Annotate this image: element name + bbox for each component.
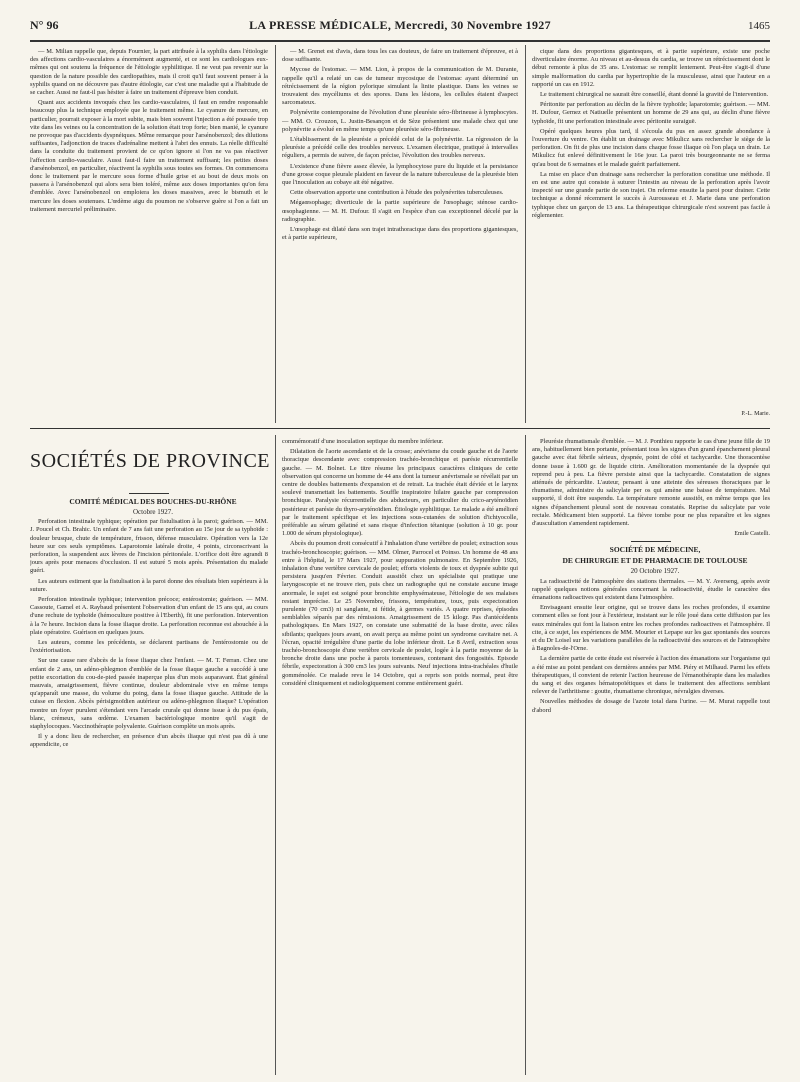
column-divider — [275, 45, 276, 423]
society-title: SOCIÉTÉ DE MÉDECINE, — [609, 545, 701, 555]
top-signature-block — [532, 410, 770, 422]
paragraph: La dernière partie de cette étude est réservée à l'action des émanations sur l'organisme qui a été mise au point pendant ces dernières années par MM. Piéry et Milhaud. Parmi les effets thérapeutiques, il convient de retenir l'action heureuse de l'émanothérapie dans les maladies du sang et des organes hématopoïétiques et dans le traitement des affections semblant relever de l'arthritisme : goutte, rhumatisme chronique, névralgies diverses. — [532, 655, 770, 696]
paragraph: Les auteurs, comme les précédents, se déclarent partisans de l'entérostomie ou de l'extériorisation. — [30, 639, 268, 655]
rule — [129, 493, 169, 494]
paragraph: Nouvelles méthodes de dosage de l'azote total dans l'urine. — M. Murat rappelle tout d'abord — [532, 698, 770, 714]
page-number: 1465 — [747, 20, 770, 32]
paragraph: Péritonite par perforation au déclin de la fièvre typhoïde; laparotomie; guérison. — MM. H. Dufour, Gernez et Natiuelle présentent un homme de 29 ans qui, au déclin d'une fièvre typhoïde, fit une perforation intestinale avec péritonite suraiguë. — [532, 101, 770, 125]
top-column-1 — [30, 48, 268, 408]
society-subtitle: DE CHIRURGIE ET DE PHARMACIE DE TOULOUSE — [562, 556, 748, 566]
paragraph: Perforation intestinale typhique; intervention précoce; entérostomie; guérison. — MM. Cassoute, Gamel et A. Raybaud présentent l'observation d'un enfant de 15 ans qui, au cours d'une rechute de typhoïde (hémoculture positive à l'Eberth), fit une perforation. Intervention à la 7e heure. Incision dans la fosse iliaque droite. La perforation reconnue est abouchée à la plaie opératoire. Guérison en quelques jours. — [30, 596, 268, 636]
top-column-2 — [282, 48, 518, 420]
section-divider — [30, 428, 770, 429]
paragraph: Pleurésie rhumatismale d'emblée. — M. J. Ponthieu rapporte le cas d'une jeune fille de 19 ans, habituellement bien portante, présentant tous les signes d'un grand épanchement pleural gauche avec état fébrile sérieux, dyspnée, point de côté et tachycardie. Une thoracentèse donne issue à 1.600 gr. de liquide citrin. Amélioration momentanée de la dyspnée qui reprend peu à peu. La fièvre persiste ainsi que la tachycardie. Constatation de signes atténués de péricardite. L'auteur, pensant à une atteinte des séreuses thoraciques par le rhumatisme, administre du salicylate per os qui amène une baisse de température. Mal supporté, il doit être suspendu. La température remonte aussitôt, en même temps que les signes d'épanchement pleural sont de nouveau constatés. Reprise du salicylate par voie rectale. Médicament bien supporté. La fièvre tombe pour ne plus reparaître et les signes d'auscultation s'amendent rapidement. — [532, 438, 770, 528]
society-title: COMITÉ MÉDICAL DES BOUCHES-DU-RHÔNE — [69, 497, 237, 506]
paragraph: Envisageant ensuite leur origine, qui se trouve dans les roches profondes, il examine comment elles se font jour à l'extérieur, insistant sur le rôle joué dans cette diffusion par les eaux minérales qui font la liaison entre les roches profondes radioactives et l'atmosphère. Il cite, à ce sujet, les expériences de MM. Mourier et Lepape sur les gaz spontanés des sources et du Dr Loisel sur les variations parallèles de la radioactivité des sources et de l'atmosphère à Bagnoles-de-l'Orne. — [532, 604, 770, 653]
paragraph: Sur une cause rare d'abcès de la fosse iliaque chez l'enfant. — M. T. Ferran. Chez une enfant de 2 ans, un adéno-phlegmon d'emblée de la fosse iliaque gauche a succédé à une petite excoriation du cou-de-pied passée inaperçue plus d'un mois auparavant. État général mauvais, amaigrissement, fièvre continue, douleur abdominale vive en même temps qu'apparaît une masse, du volume du poing, dans la fosse iliaque gauche. Attitude de la cuisse en flexion. Abcès périsigmoïdien autérieur ou adéno-phlegmon iliaque? L'opération montre un foyer purulent s'étendant vers l'arcade crurale qui donne issue à du pus épais, blanc, crémeux, sans œdème. L'examen bactériologique montre qu'il s'agit de staphylocoques. Vaccinothérapie polyvalente. Guérison complète un mois après. — [30, 657, 268, 731]
page-header — [30, 18, 770, 42]
paragraph: Perforation intestinale typhique; opération par fistulisation à la paroi; guérison. — MM. J. Poucel et Ch. Brahic. Un enfant de 7 ans fait une perforation au 15e jour de sa typhoïde : douleur brusque, chute de température, frisson, défense musculaire. Opération vers la 12e heure sur ces seuls symptômes. Laparotomie latérale droite, 4 points, circonscrivant la perforation, la suspendent aux lèvres de l'incision péritonéale. L'orifice doit être agrandi 8 jours après pour menaces d'occlusion. Il est suturé 5 mois après. Présentation du malade guéri. — [30, 518, 268, 575]
paragraph: Opéré quelques heures plus tard, il s'écoula du pus en assez grande abondance à l'ouverture du ventre. On établit un drainage avec Mikulicz sans rechercher le siège de la perforation. On fit de plus une incision dans chaque fosse iliaque où l'on plaça un drain. Le Mikulicz fut enlevé définitivement le 16e jour. La paroi très bourgeonnante ne se ferma qu'au bout de 6 semaines et le malade guérit parfaitement. — [532, 127, 770, 168]
issue-number: N° 96 — [30, 18, 59, 32]
paragraph: Quant aux accidents invoqués chez les cardio-vasculaires, il faut en rendre responsable beaucoup plus la technique employée que le traitement même. Le cyanure de mercure, en particulier, pourrait exposer à la mort subite, mais bien souvent l'injection a été poussée trop vite dans les veines ou la concentration de la solution était trop forte; bien manié, le cyanure ne provoque pas d'accidents dyspnéiques. Même remarque pour l'arsénobenzol; des dilutions suffisantes, l'adjonction de traces d'adrénaline mettent à l'abri des ennuis. La réelle difficulté dans la conduite du traitement provient de ce qu'on ignore si l'on ne va pas réactiver l'affection cardio-vasculaire. Aussi faut-il faire un traitement suffisant; les petites doses d'arsénobenzol, en particulier, réactivent la syphilis sous toutes ses formes. On commencera donc le traitement par le mercure sous forme d'huile grise et au bout de deux mois on passera à l'arsénobenzol qui alors sera bien toléré, même aux doses importantes qu'on fera d'emblée. Avec l'arsénobenzol on emploiera les doses massives, avec le bismuth et le mercure les doses soutenues. L'œdème aigu du poumon ne s'observe guère si l'on a fait un traitement mercuriel préliminaire. — [30, 99, 268, 213]
meeting-date: 20 Octobre 1927. — [630, 567, 680, 576]
bottom-column-1 — [30, 490, 268, 1070]
author-signature: Emile Castelli. — [734, 531, 770, 538]
paragraph: L'œsophage est dilaté dans son trajet intrathoracique dans des proportions gigantesques, et à partie supérieure, — [282, 226, 518, 242]
paragraph: Les auteurs estiment que la fistulisation à la paroi donne des résultats bien supérieurs à la suture. — [30, 577, 268, 593]
paragraph: Cette observation apporte une contribution à l'étude des polynévrites tuberculeuses. — [290, 189, 504, 197]
meeting-date: Octobre 1927. — [132, 508, 174, 516]
rule — [631, 541, 671, 542]
paragraph: Il y a donc lieu de rechercher, en présence d'un abcès iliaque qui n'est pas dû à une appendicite, ce — [30, 733, 268, 749]
column-divider — [525, 435, 526, 1075]
paragraph: La radioactivité de l'atmosphère des stations thermales. — M. Y. Averseng, après avoir rappelé quelques notions générales concernant la radioactivité, étudie le caractère des émanations radioactives qui existent dans l'atmosphère. — [532, 577, 770, 602]
paragraph: La mise en place d'un drainage sans rechercher la perforation constitue une méthode. Il en est une autre qui consiste à suturer l'intestin au niveau de la perforation après l'avoir inspecté sur une grande partie de son trajet. On referme ensuite la paroi pour drainer. Cette technique a donné récemment le succès à Aurousseau et J. Marie dans une perforation typhique chez un garçon de 13 ans. La thérapeutique chirurgicale n'est souvent pas facile à réglementer. — [532, 170, 770, 219]
paragraph: — M. Grenet est d'avis, dans tous les cas douteux, de faire un traitement d'épreuve, et à dose suffisante. — [282, 48, 518, 64]
paragraph: cique dans des proportions gigantesques, et à partie supérieure, existe une poche diverticulaire énorme. Au niveau et au-dessus du cardia, se trouve un rétrécissement dont le début remonte à plus de 35 ans. L'estomac se remplit lentement. Peut-être s'agit-il d'une simple malformation du cardia par hypertrophie de la musculeuse, ainsi que l'auteur en a rapporté un cas en 1912. — [532, 48, 770, 88]
section-title: SOCIÉTÉS DE PROVINCE — [30, 450, 271, 472]
author-signature: P.-L. Marie. — [741, 411, 770, 417]
paragraph: commémoratif d'une inoculation septique du membre inférieur. — [282, 438, 444, 445]
bottom-column-2 — [282, 438, 518, 1072]
paragraph: Polynévrite contemporaine de l'évolution d'une pleurésie séro-fibrineuse à lymphocytes. — MM. O. Crouzon, L. Justin-Besançon et de Sèze présentent une malade chez qui une polynévrite a évolué en même temps qu'une pleurésie séro-fibrineuse. — [282, 109, 518, 133]
paragraph: Abcès du poumon droit consécutif à l'inhalation d'une vertèbre de poulet; extraction sous trachéo-bronchoscopie; guérison. — MM. Olmer, Parrocel et Poinso. Un homme de 48 ans entre à l'hôpital, le 17 Mars 1927, pour suppuration pulmonaire. En Septembre 1926, inhalation d'une vertèbre cervicale de poulet; efforts violents de toux et dyspnée subite qui persistera jusqu'en Février. Conduit aussitôt chez un spécialiste qui pratique une laryngoscopie et ne trouve rien, puis chez un radiographe qui ne constate aucune image anormale, le sujet est soigné pour bronchite emphysémateuse, l'étiologie de ses malaises restant imprécise. Le 25 Novembre, frissons, température, toux, puis expectoration purulente (70 cm3) ni sanglante, ni fétide, à germes variés. A quatre reprises, épisodes semblables séparés par des rémissions. Amaigrissement de 15 kilogr. Pas d'antécédents pathologiques. En Mars 1927, on constate une submatité de la base droite, avec râles sibilants; quelques jours avant, on avait perçu au même point un syndrome cavitaire net. A l'écran, opacité irrégulière d'une partie du lobe inférieur droit. Le 8 Avril, extraction sous trachéo-bronchoscopie d'une vertèbre cervicale de poulet, logée à la partie moyenne de la bronche droite dans une poche à parois tomenteuses, contenant des fongosités. Episode fébrile, expectoration à 300 cm3 les jours suivants. Neuf injections intra-trachéales d'huile gomménolée. Ce malade revu le 14 Octobre, qui a repris son poids normal, peut être considéré cliniquement et radiologiquement comme entièrement guéri. — [282, 540, 518, 687]
column-divider — [525, 45, 526, 423]
paragraph: Mycose de l'estomac. — MM. Lion, à propos de la communication de M. Durante, rappelle qu'il a relaté un cas de tumeur mycosique de l'estomac ayant déterminé un rétrécissement de la région pylorique simulant la linite plastique. Dans les veines se trouvaient des mycéliums et des spores. Dans les lésions, les cellules étaient d'aspect sarcomateux. — [282, 66, 518, 107]
bottom-column-3 — [532, 438, 770, 1072]
column-divider — [275, 435, 276, 1075]
paragraph: Mégaœsophage; diverticule de la partie supérieure de l'œsophage; sténose cardio-œsophagienne. — M. H. Dufour. Il s'agit en l'espèce d'un cas exceptionnel décelé par la radiographie. — [282, 199, 518, 223]
newspaper-title: LA PRESSE MÉDICALE, Mercredi, 30 Novembre 1927 — [249, 18, 551, 32]
paragraph: Dilatation de l'aorte ascendante et de la crosse; anévrisme du coude gauche et de l'aorte thoracique descendante avec compression trachéo-bronchique et parésie récurrentielle gauche. — M. Bolnet. Le titre résume les principaux caractères cliniques de cette observation qui concerne un homme de 44 ans dont la tumeur anévrismale se révélait par un centre de doubles battements d'expansion et de retrait. La trachée était déviée et le larynx soulevé transmettait les battements. Souffle inspiratoire hilaire gauche par compression bronchique. Paralysie récurrentielle des abducteurs, en particulier du crico-aryténoïdien postérieur et parésie du thyro-aryténoïdien. Étiologie syphilitique. Le malade a été amélioré par le traitement spécifique et les injections sous-cutanées de solution d'ichtyocolle, préférable au sérum gélatiné et sans risque d'infection tétanique (solution à 10 gr. pour 1.000 de sérum physiologique). — [282, 448, 518, 538]
paragraph: — M. Milian rappelle que, depuis Fournier, la part attribuée à la syphilis dans l'étiologie des affections cardio-vasculaires a énormément augmenté, et ce sont les cardiologues eux-mêmes qui ont soutenu la fréquence de l'étiologie syphilitique. Il ne veut pas revenir sur la question de la nature possible des cardiopathies, mais il croit qu'il faut souvent penser à la syphilis quand on ne découvre pas d'autre étiologie, car c'est une maladie qui a l'habitude de se cacher. Aussi ne faut-il pas hésiter à faire un traitement d'épreuve bien conduit. — [30, 48, 268, 97]
paragraph: L'existence d'une fièvre assez élevée, la lymphocytose pure du liquide et la persistance d'une grosse coque pleurale plaident en faveur de la nature tuberculeuse de la pleurésie bien que l'inoculation au cobaye ait été négative. — [282, 162, 518, 187]
top-column-3 — [532, 48, 770, 408]
paragraph: Le traitement chirurgical ne saurait être conseillé, étant donné la gravité de l'intervention. — [540, 91, 769, 99]
paragraph: L'établissement de la pleurésie a précédé celui de la polynévrite. La régression de la pleurésie a précédé celle des troubles nerveux. L'examen électrique, pratiqué à intervalles réguliers, a permis de suivre, de façon précise, l'évolution des troubles nerveux. — [282, 136, 518, 160]
